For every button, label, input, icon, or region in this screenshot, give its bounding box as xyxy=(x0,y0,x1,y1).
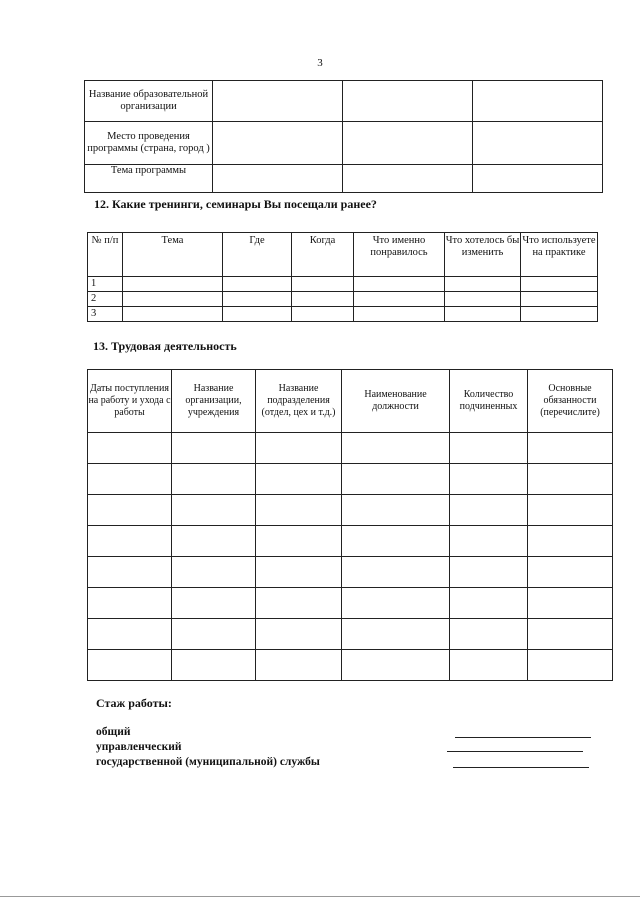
col-header: № п/п xyxy=(88,233,123,277)
table-row xyxy=(88,650,613,681)
table-cell[interactable] xyxy=(172,588,256,619)
table-cell[interactable] xyxy=(292,292,354,307)
experience-management-label: управленческий xyxy=(96,741,182,753)
table-cell[interactable] xyxy=(342,588,450,619)
table-header-row xyxy=(88,233,598,277)
table-cell[interactable] xyxy=(473,81,603,122)
table-cell[interactable] xyxy=(256,557,342,588)
table-cell[interactable] xyxy=(528,619,613,650)
col-header: Что хотелось бы изменить xyxy=(445,233,521,277)
table-cell[interactable] xyxy=(445,307,521,322)
page-bottom-divider xyxy=(0,896,640,897)
table-cell[interactable] xyxy=(292,307,354,322)
table-cell[interactable] xyxy=(528,650,613,681)
table-cell[interactable] xyxy=(473,122,603,165)
table-cell[interactable] xyxy=(123,307,223,322)
experience-management-field[interactable] xyxy=(447,751,583,752)
table-row xyxy=(88,433,613,464)
row-label: Название образовательной организации xyxy=(85,81,213,122)
table-cell[interactable] xyxy=(354,292,445,307)
col-header: Тема xyxy=(123,233,223,277)
table-cell[interactable] xyxy=(88,619,172,650)
table-cell[interactable] xyxy=(256,650,342,681)
table-cell[interactable] xyxy=(172,557,256,588)
col-header: Наименование должности xyxy=(342,370,450,433)
row-number: 1 xyxy=(88,277,123,292)
table-cell[interactable] xyxy=(450,588,528,619)
table-cell[interactable] xyxy=(223,307,292,322)
table-cell[interactable] xyxy=(450,557,528,588)
table-cell[interactable] xyxy=(123,292,223,307)
table-cell[interactable] xyxy=(172,433,256,464)
program-table xyxy=(84,80,603,193)
table-row xyxy=(88,464,613,495)
table-cell[interactable] xyxy=(450,650,528,681)
table-header-row xyxy=(88,370,613,433)
table-cell[interactable] xyxy=(521,307,598,322)
trainings-table xyxy=(87,232,598,322)
table-row xyxy=(88,588,613,619)
table-cell[interactable] xyxy=(342,495,450,526)
table-cell[interactable] xyxy=(256,526,342,557)
table-cell[interactable] xyxy=(528,526,613,557)
table-cell[interactable] xyxy=(343,122,473,165)
table-row xyxy=(88,557,613,588)
table-cell[interactable] xyxy=(256,588,342,619)
table-row xyxy=(88,277,598,292)
col-header: Когда xyxy=(292,233,354,277)
table-cell[interactable] xyxy=(223,292,292,307)
table-cell[interactable] xyxy=(343,165,473,193)
table-cell[interactable] xyxy=(521,292,598,307)
table-cell[interactable] xyxy=(213,81,343,122)
table-cell[interactable] xyxy=(256,495,342,526)
col-header: Что именно понравилось xyxy=(354,233,445,277)
table-cell[interactable] xyxy=(172,619,256,650)
table-cell[interactable] xyxy=(256,464,342,495)
table-cell[interactable] xyxy=(342,619,450,650)
table-row xyxy=(88,292,598,307)
table-cell[interactable] xyxy=(342,557,450,588)
table-cell[interactable] xyxy=(450,495,528,526)
table-cell[interactable] xyxy=(88,650,172,681)
table-cell[interactable] xyxy=(445,277,521,292)
table-cell[interactable] xyxy=(88,495,172,526)
table-cell[interactable] xyxy=(521,277,598,292)
table-cell[interactable] xyxy=(88,557,172,588)
table-cell[interactable] xyxy=(450,619,528,650)
table-cell[interactable] xyxy=(528,588,613,619)
table-cell[interactable] xyxy=(88,433,172,464)
table-cell[interactable] xyxy=(123,277,223,292)
page-number: 3 xyxy=(317,57,323,69)
table-cell[interactable] xyxy=(450,526,528,557)
table-cell[interactable] xyxy=(450,464,528,495)
experience-total-label: общий xyxy=(96,726,131,738)
table-cell[interactable] xyxy=(528,557,613,588)
table-cell[interactable] xyxy=(354,307,445,322)
table-row xyxy=(85,81,603,122)
table-cell[interactable] xyxy=(213,165,343,193)
table-cell[interactable] xyxy=(342,526,450,557)
table-row xyxy=(88,495,613,526)
table-cell[interactable] xyxy=(213,122,343,165)
row-number: 2 xyxy=(88,292,123,307)
experience-total-field[interactable] xyxy=(455,737,591,738)
employment-table xyxy=(87,369,613,681)
section-13-title: 13. Трудовая деятельность xyxy=(93,339,237,353)
col-header: Название организации, учреждения xyxy=(172,370,256,433)
table-row xyxy=(85,165,603,193)
row-label: Тема программы xyxy=(85,165,213,193)
row-number: 3 xyxy=(88,307,123,322)
table-cell[interactable] xyxy=(450,433,528,464)
table-cell[interactable] xyxy=(88,588,172,619)
table-cell[interactable] xyxy=(445,292,521,307)
table-cell[interactable] xyxy=(342,464,450,495)
table-row xyxy=(88,526,613,557)
col-header: Где xyxy=(223,233,292,277)
table-cell[interactable] xyxy=(172,650,256,681)
table-cell[interactable] xyxy=(473,165,603,193)
table-cell[interactable] xyxy=(223,277,292,292)
col-header: Что используете на практике xyxy=(521,233,598,277)
table-row xyxy=(85,122,603,165)
col-header: Даты поступления на работу и ухода с работы xyxy=(88,370,172,433)
table-cell[interactable] xyxy=(172,526,256,557)
section-12-title: 12. Какие тренинги, семинары Вы посещали ранее? xyxy=(94,197,377,211)
table-row xyxy=(88,307,598,322)
experience-title: Стаж работы: xyxy=(96,696,172,710)
table-cell[interactable] xyxy=(528,495,613,526)
table-cell[interactable] xyxy=(354,277,445,292)
col-header: Название подразделения (отдел, цех и т.д.) xyxy=(256,370,342,433)
table-cell[interactable] xyxy=(256,619,342,650)
row-label: Место проведения программы (страна, город ) xyxy=(85,122,213,165)
table-cell[interactable] xyxy=(292,277,354,292)
table-cell[interactable] xyxy=(88,526,172,557)
table-cell[interactable] xyxy=(88,464,172,495)
table-cell[interactable] xyxy=(528,433,613,464)
experience-civil-service-label: государственной (муниципальной) службы xyxy=(96,756,320,768)
table-cell[interactable] xyxy=(343,81,473,122)
table-cell[interactable] xyxy=(342,650,450,681)
experience-civil-service-field[interactable] xyxy=(453,767,589,768)
table-cell[interactable] xyxy=(172,464,256,495)
table-cell[interactable] xyxy=(172,495,256,526)
table-cell[interactable] xyxy=(256,433,342,464)
table-cell[interactable] xyxy=(528,464,613,495)
col-header: Основные обязанности (перечислите) xyxy=(528,370,613,433)
col-header: Количество подчиненных xyxy=(450,370,528,433)
table-cell[interactable] xyxy=(342,433,450,464)
table-row xyxy=(88,619,613,650)
